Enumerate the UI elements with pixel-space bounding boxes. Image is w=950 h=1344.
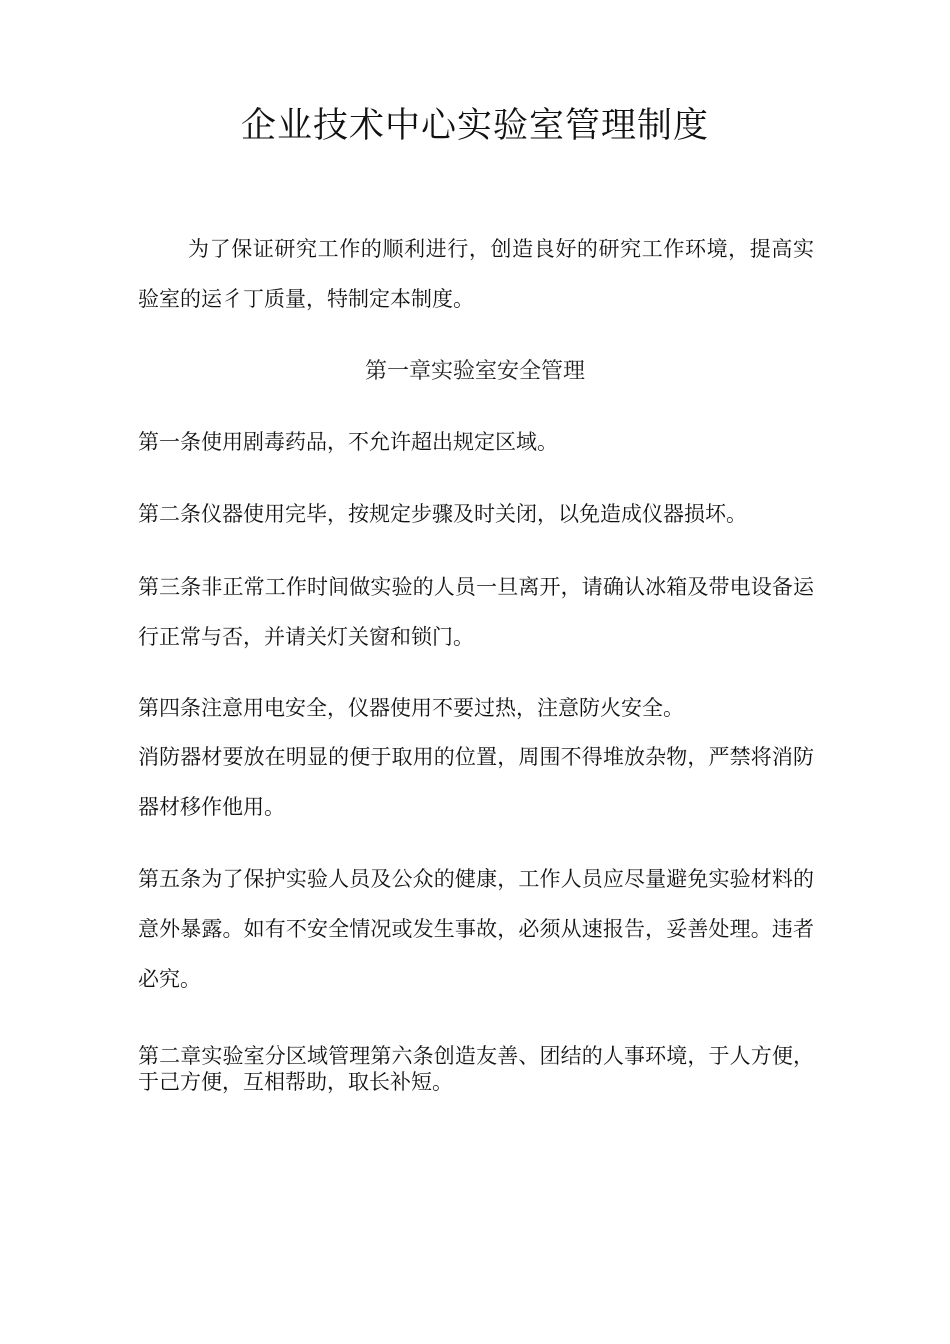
article-2: 第二条仪器使用完毕，按规定步骤及时关闭，以免造成仪器损坏。 [138,502,747,526]
document-title: 企业技术中心实验室管理制度 [240,106,709,146]
chapter-2-article-6: 第二章实验室分区域管理第六条创造友善、团结的人事环境，于人方便，于己方便，互相帮助，取长补短。 [138,1044,814,1094]
article-3: 第三条非正常工作时间做实验的人员一旦离开，请确认冰箱及带电设备运行正常与否，并请关灯关窗和锁门。 [138,575,814,649]
article-4: 第四条注意用电安全，仪器使用不要过热，注意防火安全。 [138,696,684,720]
chapter-1-heading: 第一章实验室安全管理 [364,359,585,384]
article-5: 第五条为了保护实验人员及公众的健康，工作人员应尽量避免实验材料的意外暴露。如有不安全情况或发生事故，必须从速报告，妥善处理。违者必究。 [138,867,814,991]
intro-paragraph: 为了保证研究工作的顺利进行，创造良好的研究工作环境，提高实验室的运彳丁质量，特制定本制度。 [138,237,814,311]
article-1: 第一条使用剧毒药品，不允许超出规定区域。 [138,430,558,454]
article-4-continued: 消防器材要放在明显的便于取用的位置，周围不得堆放杂物，严禁将消防器材移作他用。 [138,745,814,819]
